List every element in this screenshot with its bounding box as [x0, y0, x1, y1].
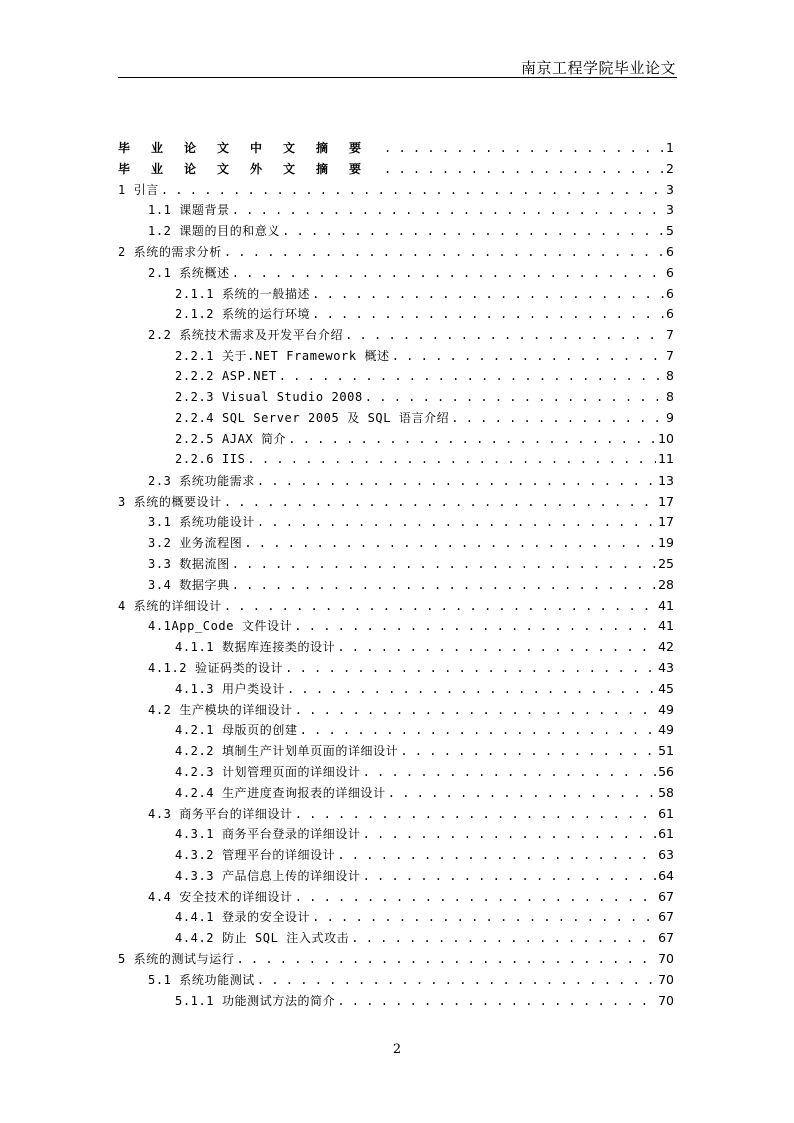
toc-entry-title: 4.2.1 母版页的创建 — [175, 723, 298, 738]
toc-entry-title: 5.1.1 功能测试方法的简介 — [175, 993, 336, 1008]
toc-entry[interactable] — [118, 805, 674, 826]
toc-entry[interactable] — [118, 264, 674, 285]
toc-leader-dots — [279, 369, 664, 383]
toc-entry-title: 2 系统的需求分析 — [118, 244, 222, 259]
toc-entry-page: 6 — [666, 306, 674, 322]
toc-leader-dots — [337, 848, 656, 862]
toc-leader-dots — [232, 578, 656, 592]
toc-entry-page: 19 — [658, 535, 674, 551]
toc-entry-page: 49 — [658, 722, 674, 738]
toc-entry[interactable] — [118, 846, 674, 867]
toc-entry-page: 8 — [666, 388, 674, 404]
toc-entry-page: 64 — [658, 867, 674, 883]
toc-entry-page: 43 — [658, 659, 674, 675]
toc-entry[interactable] — [118, 721, 674, 742]
toc-entry[interactable] — [118, 534, 674, 555]
toc-leader-dots — [363, 869, 657, 883]
toc-leader-dots — [232, 557, 656, 571]
toc-leader-dots — [161, 183, 664, 197]
toc-entry[interactable] — [118, 617, 674, 638]
toc-entry[interactable] — [118, 409, 674, 430]
toc-entry[interactable] — [118, 451, 674, 472]
page-number: 2 — [392, 1042, 402, 1057]
toc-leader-dots — [363, 765, 657, 779]
toc-entry-page: 61 — [658, 805, 674, 821]
toc-entry-title: 1 引言 — [118, 182, 159, 197]
toc-entry-page: 11 — [658, 450, 674, 466]
toc-entry[interactable] — [118, 222, 674, 243]
toc-entry[interactable] — [118, 742, 674, 763]
toc-entry-page: 8 — [666, 367, 674, 383]
toc-leader-dots — [295, 890, 656, 904]
toc-entry-page: 13 — [658, 472, 674, 488]
toc-entry-title: 2.1 系统概述 — [148, 265, 230, 280]
toc-entry[interactable] — [118, 201, 674, 222]
toc-entry[interactable] — [118, 493, 674, 514]
toc-entry-page: 2 — [666, 160, 674, 176]
toc-entry-title: 4.2.2 填制生产计划单页面的详细设计 — [175, 744, 399, 759]
toc-entry-page: 17 — [658, 493, 674, 509]
toc-entry-title: 4 系统的详细设计 — [118, 598, 222, 613]
toc-entry[interactable] — [118, 472, 674, 493]
toc-entry-page: 1 — [666, 140, 674, 155]
toc-leader-dots — [384, 141, 664, 155]
toc-leader-dots — [312, 287, 664, 301]
toc-entry[interactable] — [118, 347, 674, 368]
toc-entry-title: 2.2.2 ASP.NET — [175, 368, 277, 383]
table-of-contents — [118, 139, 674, 1012]
toc-entry-title: 4.1.1 数据库连接类的设计 — [175, 640, 336, 655]
toc-leader-dots — [363, 827, 657, 841]
toc-entry[interactable] — [118, 430, 674, 451]
toc-entry-title: 4.4.1 登录的安全设计 — [175, 910, 311, 925]
toc-entry-page: 67 — [658, 888, 674, 904]
toc-leader-dots — [337, 640, 656, 654]
toc-entry-page: 70 — [658, 951, 674, 967]
toc-entry[interactable] — [118, 597, 674, 618]
toc-entry[interactable] — [118, 929, 674, 950]
toc-entry[interactable] — [118, 513, 674, 534]
toc-entry-title: 3 系统的概要设计 — [118, 494, 222, 509]
toc-leader-dots — [232, 203, 664, 217]
toc-leader-dots — [300, 723, 657, 737]
toc-entry-page: 67 — [658, 909, 674, 925]
toc-entry-title: 2.2.3 Visual Studio 2008 — [175, 389, 363, 404]
toc-entry[interactable] — [118, 825, 674, 846]
toc-entry-title: 3.4 数据字典 — [148, 577, 230, 592]
toc-leader-dots — [288, 432, 656, 446]
header-rule — [118, 77, 677, 78]
toc-entry-page: 67 — [658, 930, 674, 946]
toc-leader-dots — [224, 599, 656, 613]
toc-entry-title: 1.1 课题背景 — [148, 203, 230, 218]
toc-entry-title: 4.2 生产模块的详细设计 — [148, 702, 293, 717]
toc-entry-page: 70 — [658, 992, 674, 1008]
toc-entry[interactable] — [118, 160, 674, 181]
toc-leader-dots — [257, 973, 656, 987]
toc-entry-page: 49 — [658, 701, 674, 717]
toc-entry-title: 4.3.3 产品信息上传的详细设计 — [175, 868, 361, 883]
toc-entry[interactable] — [118, 285, 674, 306]
toc-leader-dots — [312, 910, 656, 924]
toc-entry-page: 51 — [658, 743, 674, 759]
toc-entry-title: 2.2.4 SQL Server 2005 及 SQL 语言介绍 — [175, 411, 450, 426]
toc-entry-page: 6 — [666, 264, 674, 280]
toc-entry-page: 41 — [658, 597, 674, 613]
toc-entry-page: 28 — [658, 576, 674, 592]
toc-entry-title: 2.2.5 AJAX 简介 — [175, 432, 287, 447]
toc-leader-dots — [295, 703, 656, 717]
toc-entry-page: 41 — [658, 618, 674, 634]
toc-entry-page: 3 — [666, 181, 674, 197]
toc-leader-dots — [345, 328, 664, 342]
toc-entry-title: 5 系统的测试与运行 — [118, 952, 235, 967]
toc-entry[interactable] — [118, 243, 674, 264]
toc-entry[interactable] — [118, 555, 674, 576]
toc-entry[interactable] — [118, 908, 674, 929]
toc-leader-dots — [294, 619, 656, 633]
toc-entry-page: 70 — [658, 971, 674, 987]
toc-entry[interactable] — [118, 368, 674, 389]
toc-entry-title: 2.1.2 系统的运行环境 — [175, 307, 311, 322]
toc-leader-dots — [451, 411, 664, 425]
toc-leader-dots — [295, 807, 656, 821]
toc-entry-title: 4.4 安全技术的详细设计 — [148, 889, 293, 904]
toc-entry-title: 3.1 系统功能设计 — [148, 515, 255, 530]
toc-entry-page: 7 — [666, 347, 674, 363]
toc-entry-title: 4.1App_Code 文件设计 — [148, 619, 293, 634]
toc-entry[interactable] — [118, 576, 674, 597]
toc-leader-dots — [312, 307, 664, 321]
toc-entry-page: 6 — [666, 285, 674, 301]
toc-entry-page: 7 — [666, 327, 674, 343]
toc-entry[interactable] — [118, 389, 674, 410]
toc-entry-title: 5.1 系统功能测试 — [148, 972, 255, 987]
toc-entry-title: 4.2.4 生产进度查询报表的详细设计 — [175, 785, 386, 800]
toc-leader-dots — [247, 452, 656, 466]
toc-leader-dots — [257, 474, 656, 488]
toc-entry-title: 1.2 课题的目的和意义 — [148, 224, 281, 239]
toc-leader-dots — [257, 515, 656, 529]
toc-entry[interactable] — [118, 763, 674, 784]
toc-entry-title: 毕业论文外文摘要 — [118, 161, 383, 176]
toc-entry[interactable] — [118, 638, 674, 659]
toc-entry-page: 3 — [666, 202, 674, 218]
toc-entry-page: 10 — [658, 431, 674, 447]
toc-entry[interactable] — [118, 326, 674, 347]
toc-entry-page: 56 — [658, 763, 674, 779]
toc-leader-dots — [351, 931, 656, 945]
toc-entry-title: 2.2 系统技术需求及开发平台介绍 — [148, 328, 344, 343]
toc-entry[interactable] — [118, 950, 674, 971]
toc-entry[interactable] — [118, 701, 674, 722]
toc-leader-dots — [400, 744, 656, 758]
toc-entry[interactable] — [118, 888, 674, 909]
toc-leader-dots — [224, 245, 664, 259]
toc-entry-title: 4.2.3 计划管理页面的详细设计 — [175, 764, 361, 779]
toc-leader-dots — [392, 349, 664, 363]
toc-entry-title: 4.1.2 验证码类的设计 — [148, 660, 284, 675]
toc-leader-dots — [224, 495, 656, 509]
toc-entry-title: 4.3 商务平台的详细设计 — [148, 806, 293, 821]
toc-entry-title: 2.1.1 系统的一般描述 — [175, 286, 311, 301]
toc-leader-dots — [384, 162, 664, 176]
toc-entry-title: 4.3.1 商务平台登录的详细设计 — [175, 827, 361, 842]
toc-entry[interactable] — [118, 867, 674, 888]
toc-entry[interactable] — [118, 181, 674, 202]
toc-entry-title: 3.3 数据流图 — [148, 556, 230, 571]
toc-leader-dots — [236, 952, 656, 966]
toc-entry[interactable] — [118, 139, 674, 160]
toc-entry-title: 4.4.2 防止 SQL 注入式攻击 — [175, 931, 350, 946]
toc-entry-page: 61 — [658, 826, 674, 842]
toc-entry[interactable] — [118, 680, 674, 701]
toc-entry-page: 17 — [658, 514, 674, 530]
toc-entry-title: 2.2.6 IIS — [175, 451, 246, 466]
toc-entry-page: 42 — [658, 639, 674, 655]
toc-leader-dots — [365, 390, 664, 404]
toc-entry[interactable] — [118, 992, 674, 1013]
toc-leader-dots — [337, 994, 656, 1008]
toc-entry-page: 63 — [658, 847, 674, 863]
toc-entry-title: 4.1.3 用户类设计 — [175, 681, 285, 696]
toc-entry[interactable] — [118, 305, 674, 326]
toc-entry-title: 2.3 系统功能需求 — [148, 473, 255, 488]
toc-entry-title: 2.2.1 关于.NET Framework 概述 — [175, 348, 390, 363]
page-header-title: 南京工程学院毕业论文 — [520, 59, 676, 77]
toc-entry-title: 毕业论文中文摘要 — [118, 141, 383, 155]
toc-leader-dots — [287, 682, 656, 696]
toc-entry-page: 58 — [658, 784, 674, 800]
toc-entry-page: 9 — [666, 410, 674, 426]
toc-entry[interactable] — [118, 971, 674, 992]
toc-leader-dots — [388, 786, 656, 800]
toc-leader-dots — [285, 661, 656, 675]
toc-leader-dots — [232, 266, 664, 280]
toc-leader-dots — [282, 224, 664, 238]
toc-entry[interactable] — [118, 784, 674, 805]
toc-entry-page: 5 — [666, 223, 674, 239]
toc-entry-page: 45 — [658, 680, 674, 696]
toc-entry-title: 3.2 业务流程图 — [148, 536, 243, 551]
toc-entry-page: 25 — [658, 555, 674, 571]
toc-entry-title: 4.3.2 管理平台的详细设计 — [175, 848, 336, 863]
toc-leader-dots — [244, 536, 656, 550]
toc-entry[interactable] — [118, 659, 674, 680]
toc-entry-page: 6 — [666, 243, 674, 259]
